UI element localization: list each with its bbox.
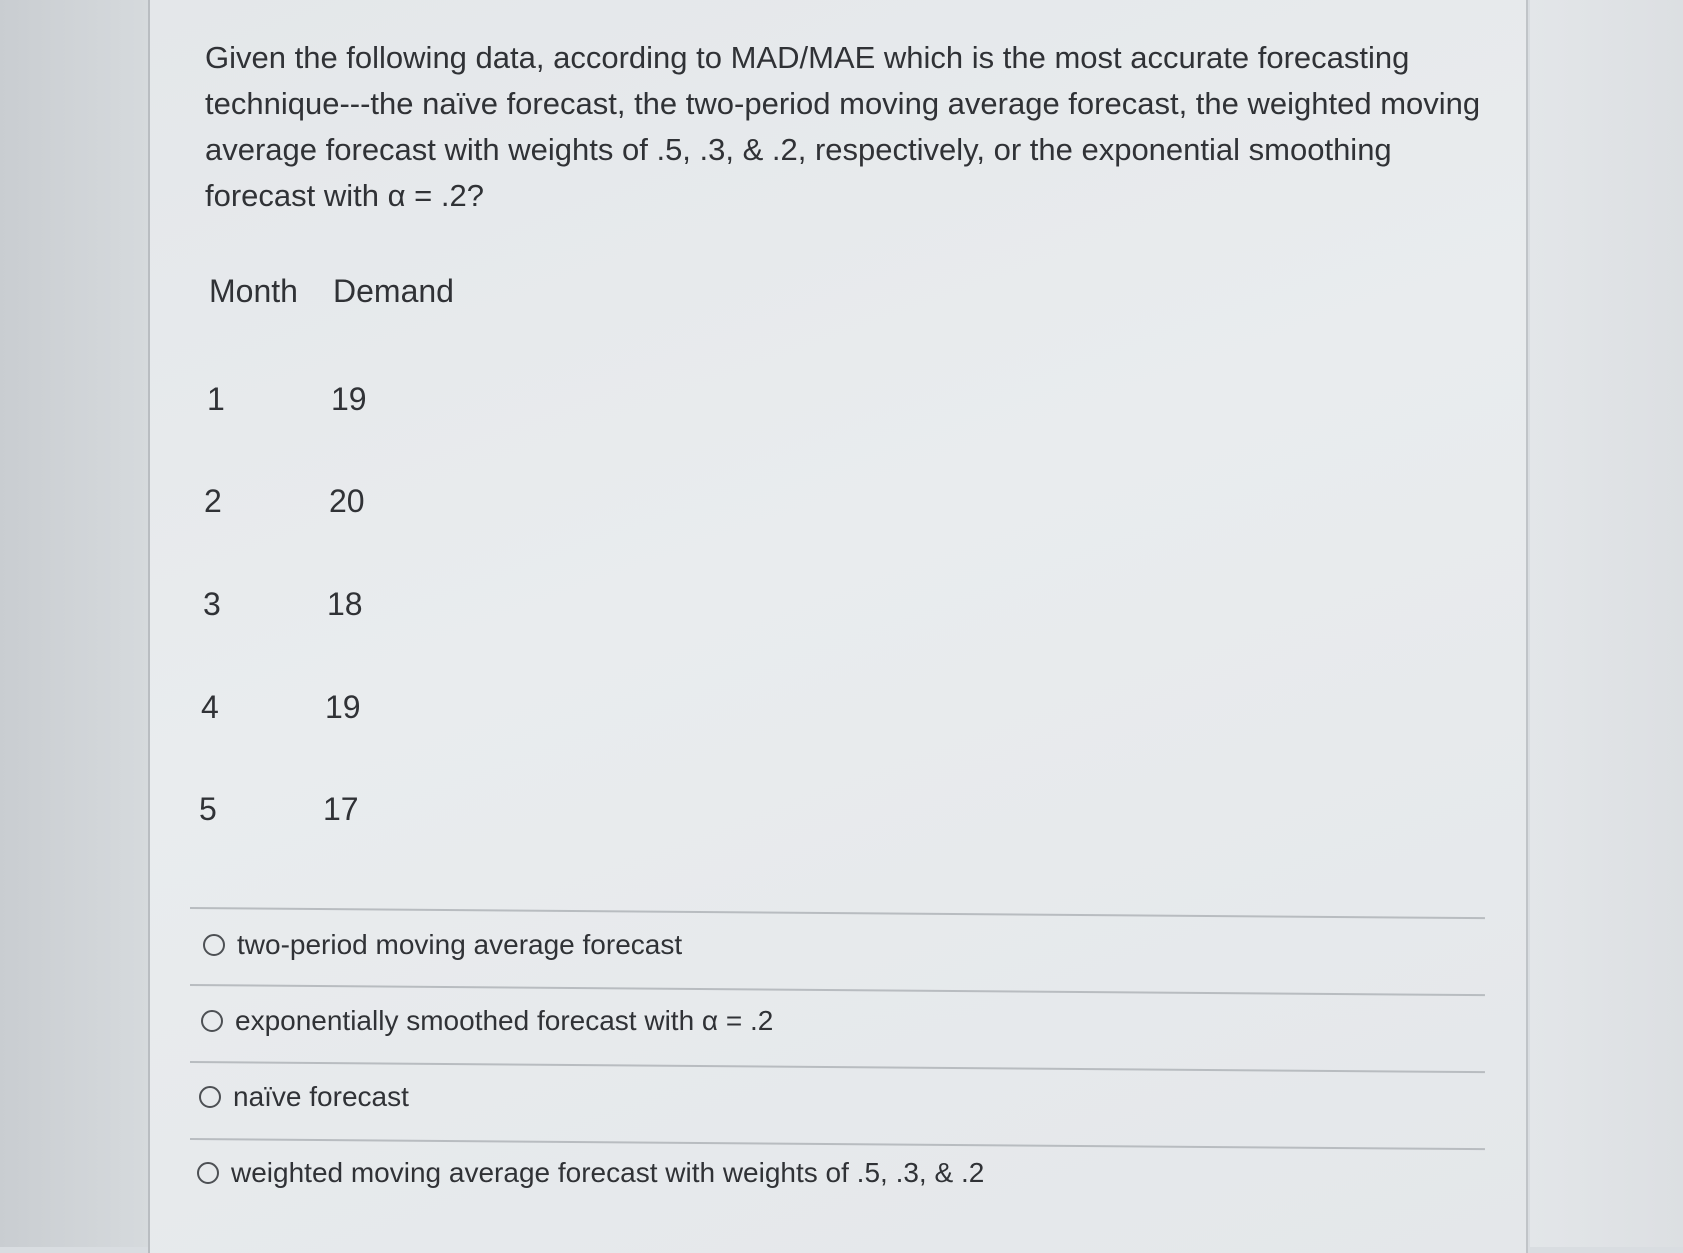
radio-button[interactable] <box>201 1010 223 1032</box>
month-cell: 4 <box>201 689 219 725</box>
option-label: naïve forecast <box>233 1081 409 1112</box>
option-label: weighted moving average forecast with weights of .5, .3, & .2 <box>231 1157 985 1188</box>
demand-cell: 17 <box>323 791 359 827</box>
question-text: Given the following data, according to MAD/MAE which is the most accurate forecasting technique---the naïve forecast, the two-period moving average forecast, the weighted moving average forecast with weights of .5, .3, & .2, respectively, or the exponential smoothing forecast with α = .2? <box>205 40 1481 213</box>
demand-cell: 19 <box>331 381 367 417</box>
demand-cell: 20 <box>329 483 365 519</box>
radio-button[interactable] <box>203 934 225 956</box>
option-two-period-moving-average[interactable] <box>203 929 682 961</box>
column-header-month: Month <box>209 273 298 309</box>
month-cell: 1 <box>207 381 225 417</box>
background-left <box>0 0 150 1247</box>
option-weighted-moving-average[interactable] <box>197 1157 984 1189</box>
option-exponential-smoothing[interactable] <box>201 1005 773 1037</box>
radio-button[interactable] <box>197 1162 219 1184</box>
column-header-demand: Demand <box>333 273 454 309</box>
background-right <box>1530 0 1683 1247</box>
month-cell: 5 <box>199 791 217 827</box>
month-cell: 2 <box>204 483 222 519</box>
option-label: two-period moving average forecast <box>237 929 683 960</box>
month-cell: 3 <box>203 586 221 622</box>
demand-cell: 18 <box>327 586 363 622</box>
radio-button[interactable] <box>199 1086 221 1108</box>
demand-cell: 19 <box>325 689 361 725</box>
option-naive-forecast[interactable] <box>199 1081 409 1113</box>
option-label: exponentially smoothed forecast with α = .2 <box>235 1005 774 1036</box>
